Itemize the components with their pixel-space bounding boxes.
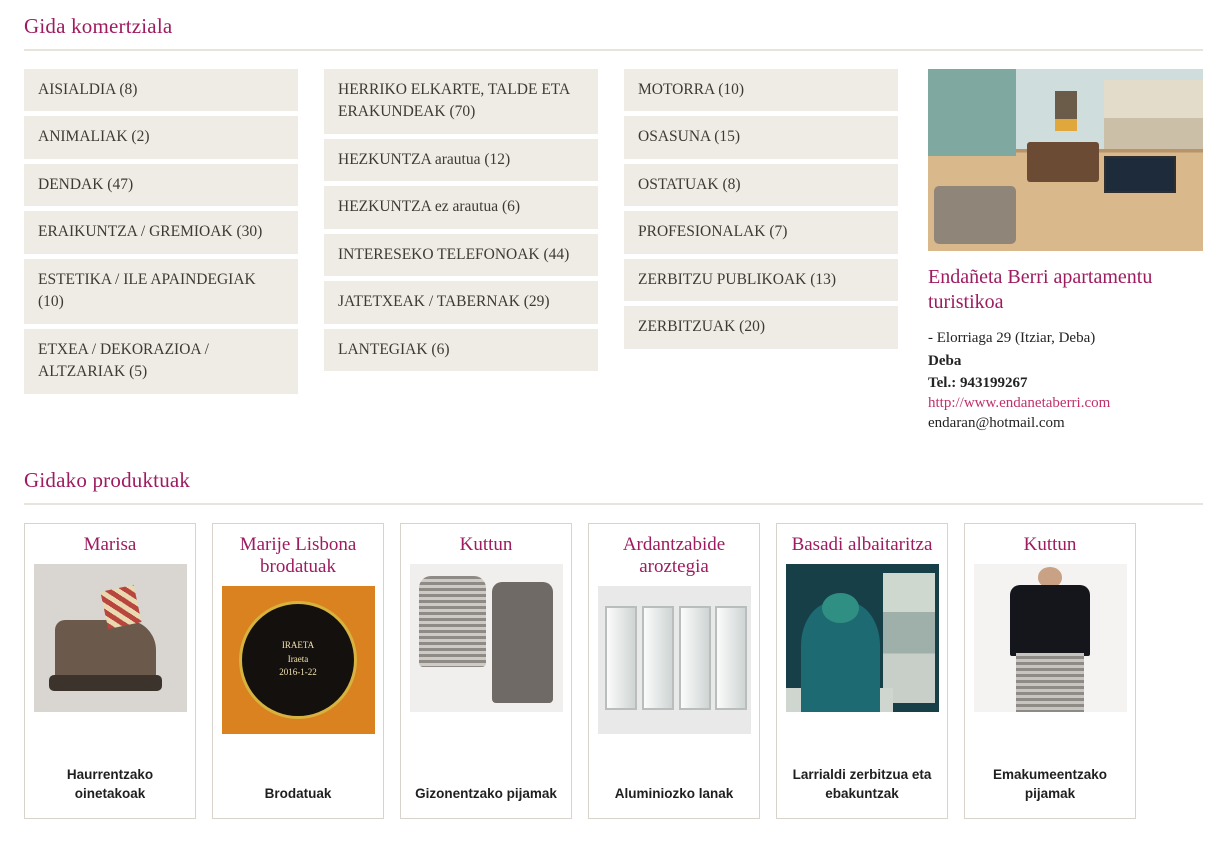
- products-divider: [24, 503, 1203, 505]
- product-shop-name: Ardantzabide aroztegia: [622, 534, 726, 577]
- product-shop-name: Marije Lisbona brodatuak: [239, 534, 357, 577]
- category-item-profesionalak[interactable]: PROFESIONALAK (7): [624, 211, 898, 253]
- product-card-marije-lisbona[interactable]: [212, 523, 384, 819]
- product-label: Gizonentzako pijamak: [415, 786, 557, 802]
- product-image-vet: [786, 564, 939, 712]
- category-item-hezkuntza-arautua[interactable]: HEZKUNTZA arautua (12): [324, 139, 598, 181]
- product-image-badge: [222, 586, 375, 734]
- category-item-motorra[interactable]: MOTORRA (10): [624, 69, 898, 111]
- product-label: Brodatuak: [264, 786, 332, 802]
- product-shop-name: Kuttun: [459, 534, 513, 555]
- product-image-boot: [34, 564, 187, 712]
- category-item-hezkuntza-ez-arautua[interactable]: HEZKUNTZA ez arautua (6): [324, 186, 598, 228]
- category-item-herriko-elkarte[interactable]: HERRIKO ELKARTE, TALDE ETA ERAKUNDEAK (70): [324, 69, 598, 134]
- featured-photo[interactable]: [928, 69, 1203, 251]
- category-item-lantegiak[interactable]: LANTEGIAK (6): [324, 329, 598, 371]
- product-card-marisa[interactable]: [24, 523, 196, 819]
- category-item-jatetxeak-tabernak[interactable]: JATETXEAK / TABERNAK (29): [324, 281, 598, 323]
- category-column-3: [624, 69, 898, 349]
- category-item-etxea-dekorazioa-altzariak[interactable]: ETXEA / DEKORAZIOA / ALTZARIAK (5): [24, 329, 298, 394]
- category-item-zerbitzuak[interactable]: ZERBITZUAK (20): [624, 306, 898, 348]
- product-label: Haurrentzako oinetakoak: [66, 766, 154, 802]
- product-label: Aluminiozko lanak: [614, 786, 734, 802]
- category-item-aisialdia[interactable]: AISIALDIA (8): [24, 69, 298, 111]
- product-card-kuttun-men[interactable]: [400, 523, 572, 819]
- featured-email[interactable]: endaran@hotmail.com: [928, 414, 1065, 431]
- badge-line-2: Iraeta: [287, 653, 309, 664]
- featured-website-link[interactable]: http://www.endanetaberri.com: [928, 394, 1111, 411]
- product-card-kuttun-women[interactable]: [964, 523, 1136, 819]
- product-label: Emakumeentzako pijamak: [992, 766, 1108, 802]
- page-title: Gida komertziala: [24, 14, 173, 38]
- product-shop-name: Marisa: [83, 534, 137, 555]
- category-item-zerbitzu-publikoak[interactable]: ZERBITZU PUBLIKOAK (13): [624, 259, 898, 301]
- category-item-eraikuntza-gremioak[interactable]: ERAIKUNTZA / GREMIOAK (30): [24, 211, 298, 253]
- category-item-ostatuak[interactable]: OSTATUAK (8): [624, 164, 898, 206]
- category-item-dendak[interactable]: DENDAK (47): [24, 164, 298, 206]
- category-item-osasuna[interactable]: OSASUNA (15): [624, 116, 898, 158]
- featured-address: - Elorriaga 29 (Itziar, Deba): [928, 330, 1096, 346]
- category-item-animaliak[interactable]: ANIMALIAK (2): [24, 116, 298, 158]
- category-item-estetika-ile-apaindegiak[interactable]: ESTETIKA / ILE APAINDEGIAK (10): [24, 259, 298, 324]
- apartment-interior-image: [928, 69, 1203, 251]
- category-column-1: [24, 69, 298, 394]
- title-divider: [24, 49, 1203, 51]
- product-card-ardantzabide[interactable]: [588, 523, 760, 819]
- product-shop-name: Basadi albaitaritza: [791, 534, 933, 555]
- featured-title[interactable]: Endañeta Berri apartamentu turistikoa: [928, 266, 1153, 313]
- guide-directory: [24, 69, 1203, 434]
- product-shop-name: Kuttun: [1023, 534, 1077, 555]
- product-card-basadi[interactable]: [776, 523, 948, 819]
- category-column-2: [324, 69, 598, 371]
- product-image-pyjama-women: [974, 564, 1127, 712]
- product-image-aluminium: [598, 586, 751, 734]
- category-item-intereseko-telefonoak[interactable]: INTERESEKO TELEFONOAK (44): [324, 234, 598, 276]
- featured-phone: Tel.: 943199267: [928, 375, 1028, 391]
- products-title: Gidako produktuak: [24, 468, 191, 492]
- products-grid: [24, 523, 1203, 819]
- featured-town: Deba: [928, 352, 962, 369]
- badge-line-3: 2016-1-22: [279, 667, 317, 678]
- featured-listing: [928, 69, 1203, 434]
- product-label: Larrialdi zerbitzua eta ebakuntzak: [792, 766, 932, 802]
- product-image-pyjama-men: [410, 564, 563, 712]
- badge-line-1: IRAETA: [281, 640, 315, 651]
